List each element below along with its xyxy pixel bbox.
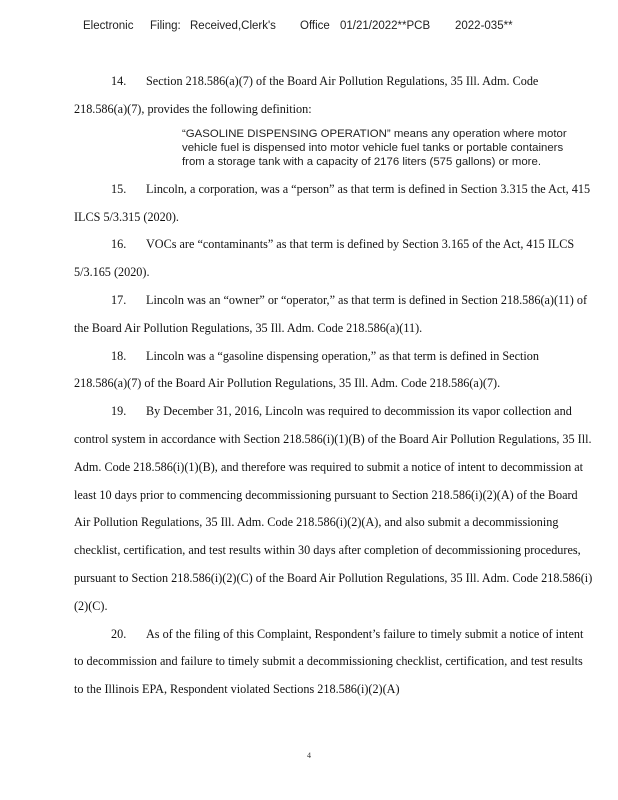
header-received: Received,Clerk's [190,20,276,32]
paragraph-number: 14. [111,74,127,88]
paragraph-20 [74,621,594,704]
paragraph-text: Lincoln, a corporation, was a “person” as that term is defined in Section 3.315 the Act, 415 ILCS 5/3.315 (2020). [74,181,591,224]
paragraph-number: 18. [111,348,127,363]
paragraph-19 [74,398,594,620]
paragraph-text: Lincoln was an “owner” or “operator,” as that term is defined in Section 218.586(a)(11) of the Board Air Pollution Regulations, 35 Ill. Adm. Code 218.586(a)(11). [74,293,588,335]
paragraph-14 [74,68,594,124]
document-body [74,68,594,704]
paragraph-18 [74,343,594,399]
page-number: 4 [307,751,311,760]
paragraph-16 [74,231,594,287]
paragraph-text: As of the filing of this Complaint, Respondent’s failure to timely submit a notice of intent to decommission and failure to timely submit a decommissioning checklist, certification, and test results to the Illinois EPA, Respondent violated Sections 218.586(i)(2)(A) [74,626,584,697]
paragraph-number: 17. [111,293,127,307]
header-filing: Filing: [150,20,181,32]
paragraph-number: 15. [111,181,127,196]
header-electronic: Electronic [83,20,134,32]
paragraph-number: 16. [111,237,127,252]
definition-quote: “GASOLINE DISPENSING OPERATION” means any operation where motor vehicle fuel is dispensed into motor vehicle fuel tanks or portable containers from a storage tank with a capacity of 2176 liters (575 gallons) or more. [182,127,567,169]
paragraph-text: Section 218.586(a)(7) of the Board Air Pollution Regulations, 35 Ill. Adm. Code 218.586(a)(7), provides the following definition: [74,74,539,116]
paragraph-15 [74,176,594,232]
paragraph-text: By December 31, 2016, Lincoln was required to decommission its vapor collection and control system in accordance with Section 218.586(i)(1)(B) of the Board Air Pollution Regulations, 35 Ill. Adm. Code 218.586(i)(1)(B), and therefore was required to submit a notice of intent to decommission at least 10 days prior to commencing decommissioning pursuant to Section 218.586(i)(2)(A) of the Board Air Pollution Regulations, 35 Ill. Adm. Code 218.586(i)(2)(A), and also submit a decommissioning checklist, certification, and test results within 30 days after completion of decommissioning procedures, pursuant to Section 218.586(i)(2)(C) of the Board Air Pollution Regulations, 35 Ill. Adm. Code 218.586(i)(2)(C). [74,404,593,613]
paragraph-text: Lincoln was a “gasoline dispensing operation,” as that term is defined in Section 218.586(a)(7) of the Board Air Pollution Regulations, 35 Ill. Adm. Code 218.586(a)(7). [74,348,539,391]
header-case: 2022-035** [455,20,513,32]
header-office: Office [300,20,330,32]
paragraph-number: 19. [111,404,127,419]
header-date: 01/21/2022**PCB [340,20,431,32]
paragraph-text: VOCs are “contaminants” as that term is defined by Section 3.165 of the Act, 415 ILCS 5/3.165 (2020). [74,237,575,280]
paragraph-number: 20. [111,626,127,641]
paragraph-17 [74,287,594,343]
